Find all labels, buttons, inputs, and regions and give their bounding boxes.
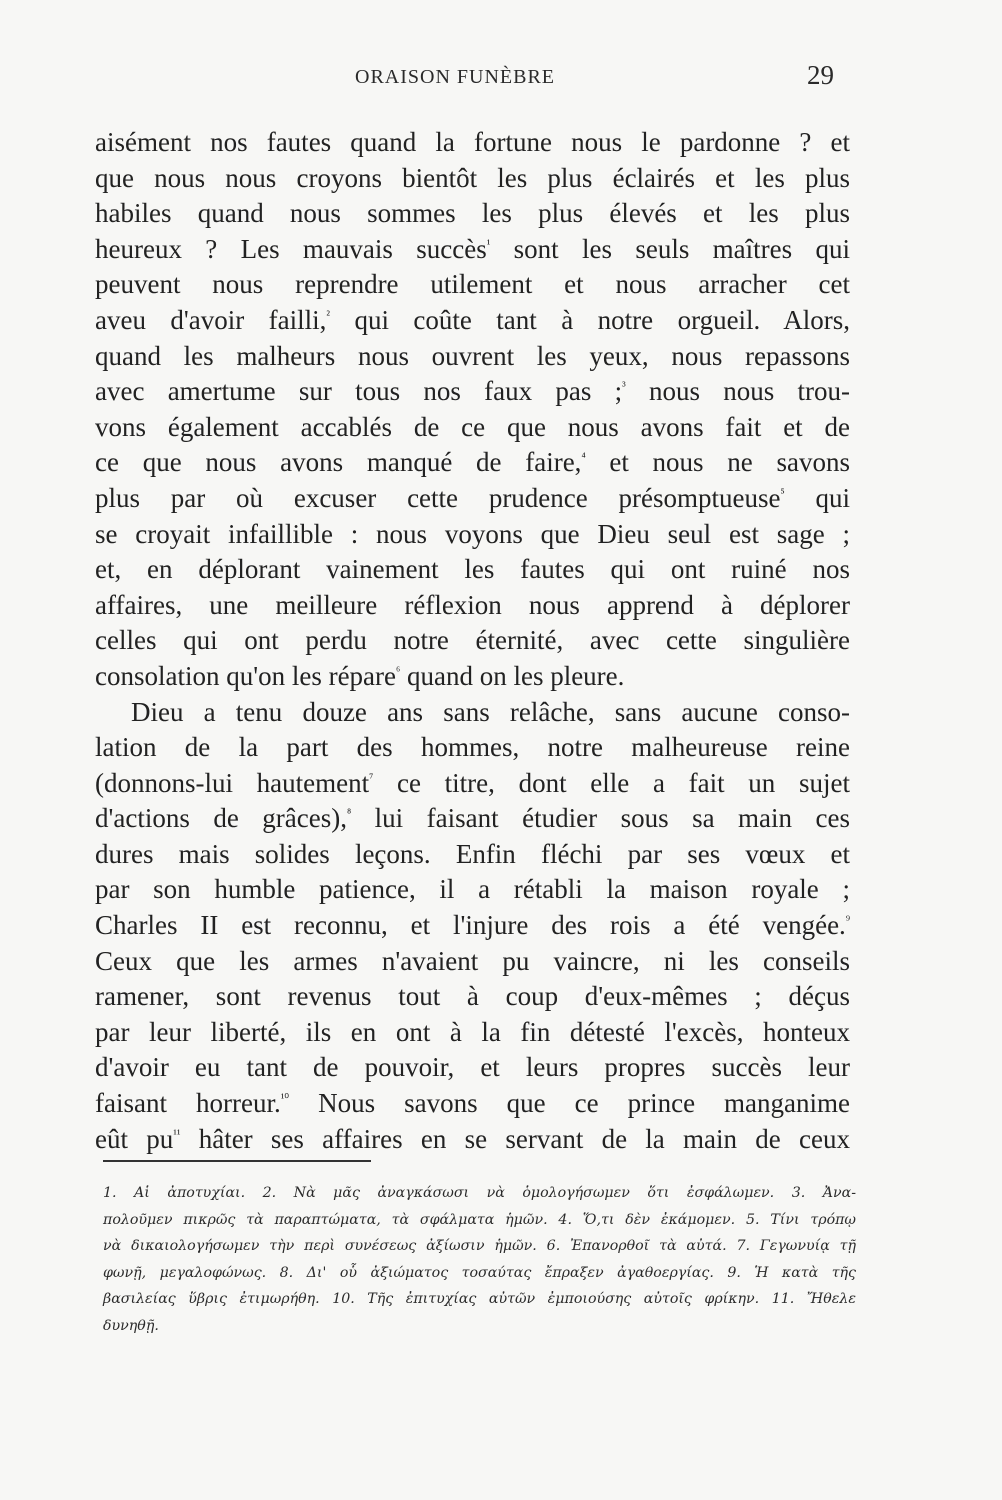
text-line: eût $pu^{^{11}}$ hâter ses affaires en se servant de la main de ceux xyxy=(95,1123,850,1154)
page-number: 29 xyxy=(807,60,834,90)
text-line: avec amertume sur tous nos faux pas ;$^{^3}$ nous nous trou- xyxy=(95,376,850,407)
footnote-marker: ³ xyxy=(622,379,626,394)
footnotes xyxy=(103,1180,856,1339)
text-line: ce que nous avons manqué de faire,$^{^4}$ et nous ne savons xyxy=(95,447,850,478)
text-line: habiles quand nous sommes les plus élevés et les plus xyxy=(95,198,850,229)
text-line: Dieu a tenu douze ans sans relâche, sans aucune conso- xyxy=(131,696,850,727)
footnote-marker: ² xyxy=(326,307,331,322)
text-line: celles qui ont perdu notre éternité, avec cette singulière xyxy=(95,625,850,656)
text-line: vons également accablés de ce que nous avons fait et de xyxy=(95,411,850,442)
footnote-line: δυνηθῇ. xyxy=(103,1317,159,1334)
text-line: dures mais solides leçons. Enfin fléchi par ses vœux et xyxy=(95,838,850,869)
text-line: consolation qu'on les répare$^{^6}$ quand on les pleure. xyxy=(95,660,625,691)
text-line: aveu d'avoir failli,$^{^2}$ qui coûte tant à notre orgueil. Alors, xyxy=(95,304,850,335)
text-line: d'actions de grâces),$^{^8}$ lui faisant étudier sous sa main ces xyxy=(95,803,850,834)
footnote-marker: ¹¹ xyxy=(173,1126,181,1141)
paragraph-1 xyxy=(95,125,850,695)
text-line: peuvent nous reprendre utilement et nous arracher cet xyxy=(95,269,850,300)
text-line: quand les malheurs nous ouvrent les yeux, nous repassons xyxy=(95,340,850,371)
main-text xyxy=(95,125,850,1157)
text-line: affaires, une meilleure réflexion nous apprend à déplorer xyxy=(95,589,850,620)
footnote-marker: ⁷ xyxy=(369,770,374,785)
text-line: que nous nous croyons bientôt les plus éclairés et les plus xyxy=(95,162,850,193)
paragraph-2 xyxy=(95,695,850,1158)
footnote-marker: ⁵ xyxy=(780,485,785,500)
text-line: par leur liberté, ils en ont à la fin détesté l'excès, honteux xyxy=(95,1016,850,1047)
footnote-line: 1. Αἱ ἀποτυχίαι. 2. Νὰ μᾶς ἀναγκάσωσι νὰ ὁμολογήσωμεν ὅτι ἐσφάλωμεν. 3. Ἀνα- xyxy=(103,1185,856,1201)
running-title: ORAISON FUNÈBRE xyxy=(355,66,556,88)
text-line: d'avoir eu tant de pouvoir, et leurs propres succès leur xyxy=(95,1052,850,1083)
text-line: se croyait infaillible : nous voyons que Dieu seul est sage ; xyxy=(95,518,850,549)
footnote-line: πολοῦμεν πικρῶς τὰ παραπτώματα, τὰ σφάλματα ἡμῶν. 4. Ὅ,τι δὲν ἐκάμομεν. 5. Τίνι τρόπῳ xyxy=(103,1211,856,1228)
text-line: et, en déplorant vainement les fautes qui ont ruiné nos xyxy=(95,554,850,585)
footnote-separator-rule xyxy=(103,1160,371,1162)
text-line: par son humble patience, il a rétabli la maison royale ; xyxy=(95,874,850,905)
footnote-line: νὰ δικαιολογήσωμεν τὴν περὶ συνέσεως ἀξίωσιν ἡμῶν. 6. Ἐπανορθοῖ τὰ αὐτά. 7. Γεγωνυίᾳ τῇ xyxy=(103,1238,856,1254)
text-line: (donnons-lui hautement$^{^7}$ ce titre, dont elle a fait un sujet xyxy=(95,767,850,798)
text-line: heureux ? Les mauvais succès$^{^1}$ sont les seuls maîtres qui xyxy=(95,233,850,264)
text-line: Ceux que les armes n'avaient pu vaincre, ni les conseils xyxy=(95,945,850,976)
text-line: Charles II est reconnu, et l'injure des rois a été vengée.$^{^9}$ xyxy=(95,910,850,941)
footnote-marker: ⁹ xyxy=(845,913,850,928)
footnote-marker: ⁸ xyxy=(347,806,352,821)
text-line: lation de la part des hommes, notre malheureuse reine xyxy=(95,732,850,763)
text-line: faisant horreur.$^{^{10}}$ Nous savons que ce prince manganime xyxy=(95,1088,851,1119)
footnote-marker: ¹ xyxy=(486,236,491,251)
text-line: aisément nos fautes quand la fortune nous le pardonne ? et xyxy=(95,127,850,157)
footnote-marker: ⁴ xyxy=(581,450,586,465)
text-line: plus par où excuser cette prudence présomptueuse$^{^5}$ qui xyxy=(95,482,850,513)
footnote-line: φωνῇ, μεγαλοφώνως. 8. Δι' οὗ ἀξιώματος τοσαύτας ἔπραξεν ἀγαθοεργίας. 9. Ἡ κατὰ τῆς xyxy=(103,1264,856,1281)
footnote-marker: ⁶ xyxy=(396,663,401,678)
footnote-marker: ¹⁰ xyxy=(280,1091,290,1106)
footnote-line: βασιλείας ὕβρις ἐτιμωρήθη. 10. Τῆς ἐπιτυχίας αὐτῶν ἐμποιούσης αὐτοῖς φρίκην. 11. Ἤθελε xyxy=(103,1291,856,1307)
text-line: ramener, sont revenus tout à coup d'eux-mêmes ; déçus xyxy=(95,981,850,1012)
